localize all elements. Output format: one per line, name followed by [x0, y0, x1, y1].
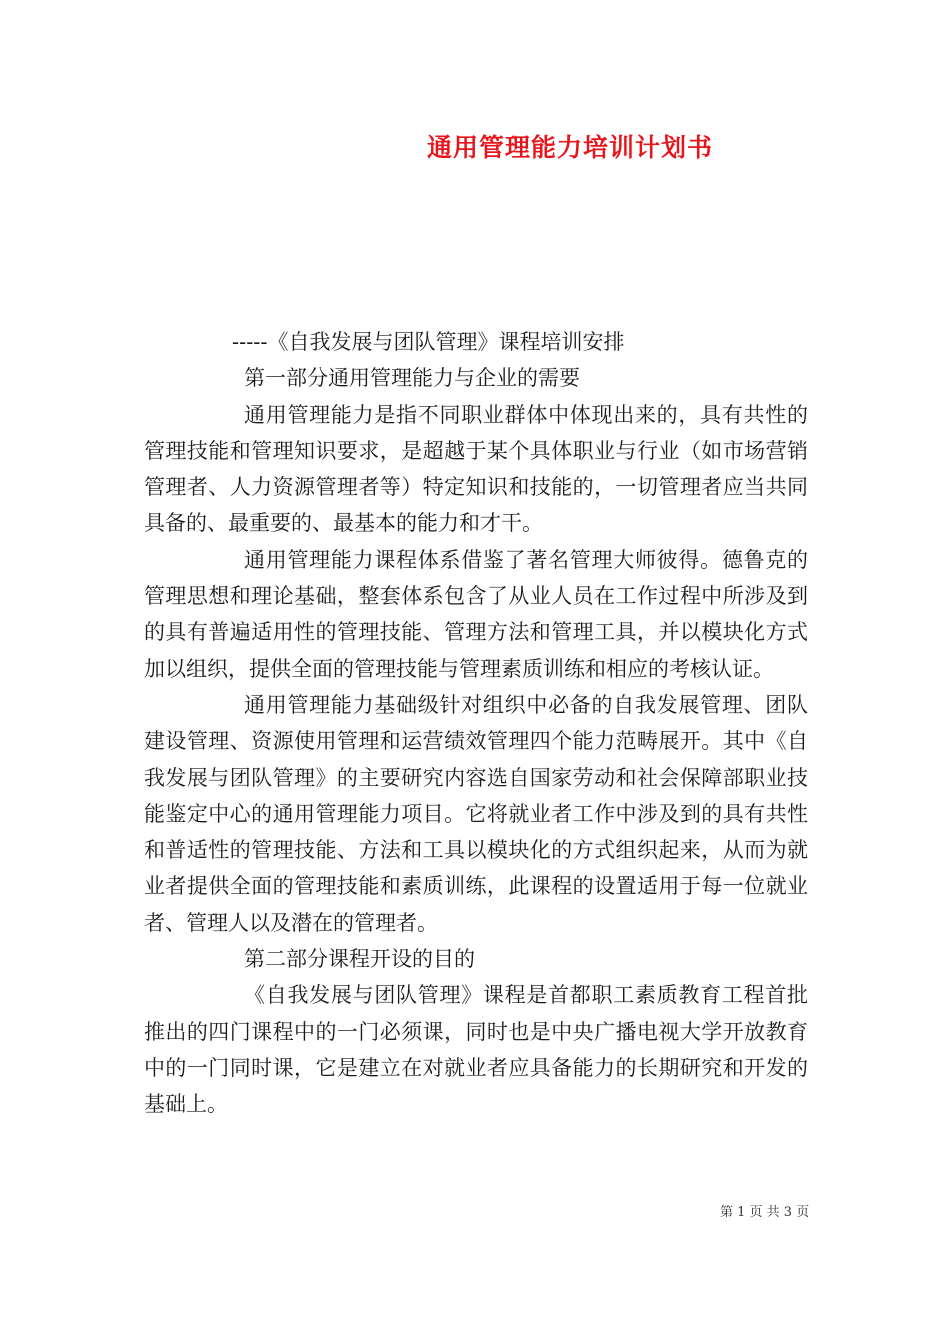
section-heading-1: 第一部分通用管理能力与企业的需要: [244, 366, 580, 391]
document-title: 通用管理能力培训计划书: [426, 133, 713, 162]
document-body: [144, 324, 808, 1123]
paragraph: 通用管理能力课程体系借鉴了著名管理大师彼得。德鲁克的管理思想和理论基础，整套体系包含了从业人员在工作过程中所涉及到的具有普遍适用性的管理技能、管理方法和管理工具，并以模块化方式加以组织，提供全面的管理技能与管理素质训练和相应的考核认证。: [144, 547, 808, 681]
course-subtitle: -----《自我发展与团队管理》课程培训安排: [232, 330, 625, 354]
paragraph: 《自我发展与团队管理》课程是首都职工素质教育工程首批推出的四门课程中的一门必须课，同时也是中央广播电视大学开放教育中的一门同时课，它是建立在对就业者应具备能力的长期研究和开发的基础上。: [144, 983, 808, 1117]
section-heading-2: 第二部分课程开设的目的: [244, 947, 475, 972]
paragraph: 通用管理能力基础级针对组织中必备的自我发展管理、团队建设管理、资源使用管理和运营绩效管理四个能力范畴展开。其中《自我发展与团队管理》的主要研究内容选自国家劳动和社会保障部职业技能鉴定中心的通用管理能力项目。它将就业者工作中涉及到的具有共性和普适性的管理技能、方法和工具以模块化的方式组织起来，从而为就业者提供全面的管理技能和素质训练，此课程的设置适用于每一位就业者、管理人以及潜在的管理者。: [144, 692, 808, 935]
page-number-footer: 第 1 页 共 3 页: [720, 1205, 810, 1220]
paragraph: 通用管理能力是指不同职业群体中体现出来的，具有共性的管理技能和管理知识要求，是超越于某个具体职业与行业（如市场营销管理者、人力资源管理者等）特定知识和技能的，一切管理者应当共同具备的、最重要的、最基本的能力和才干。: [144, 402, 808, 536]
